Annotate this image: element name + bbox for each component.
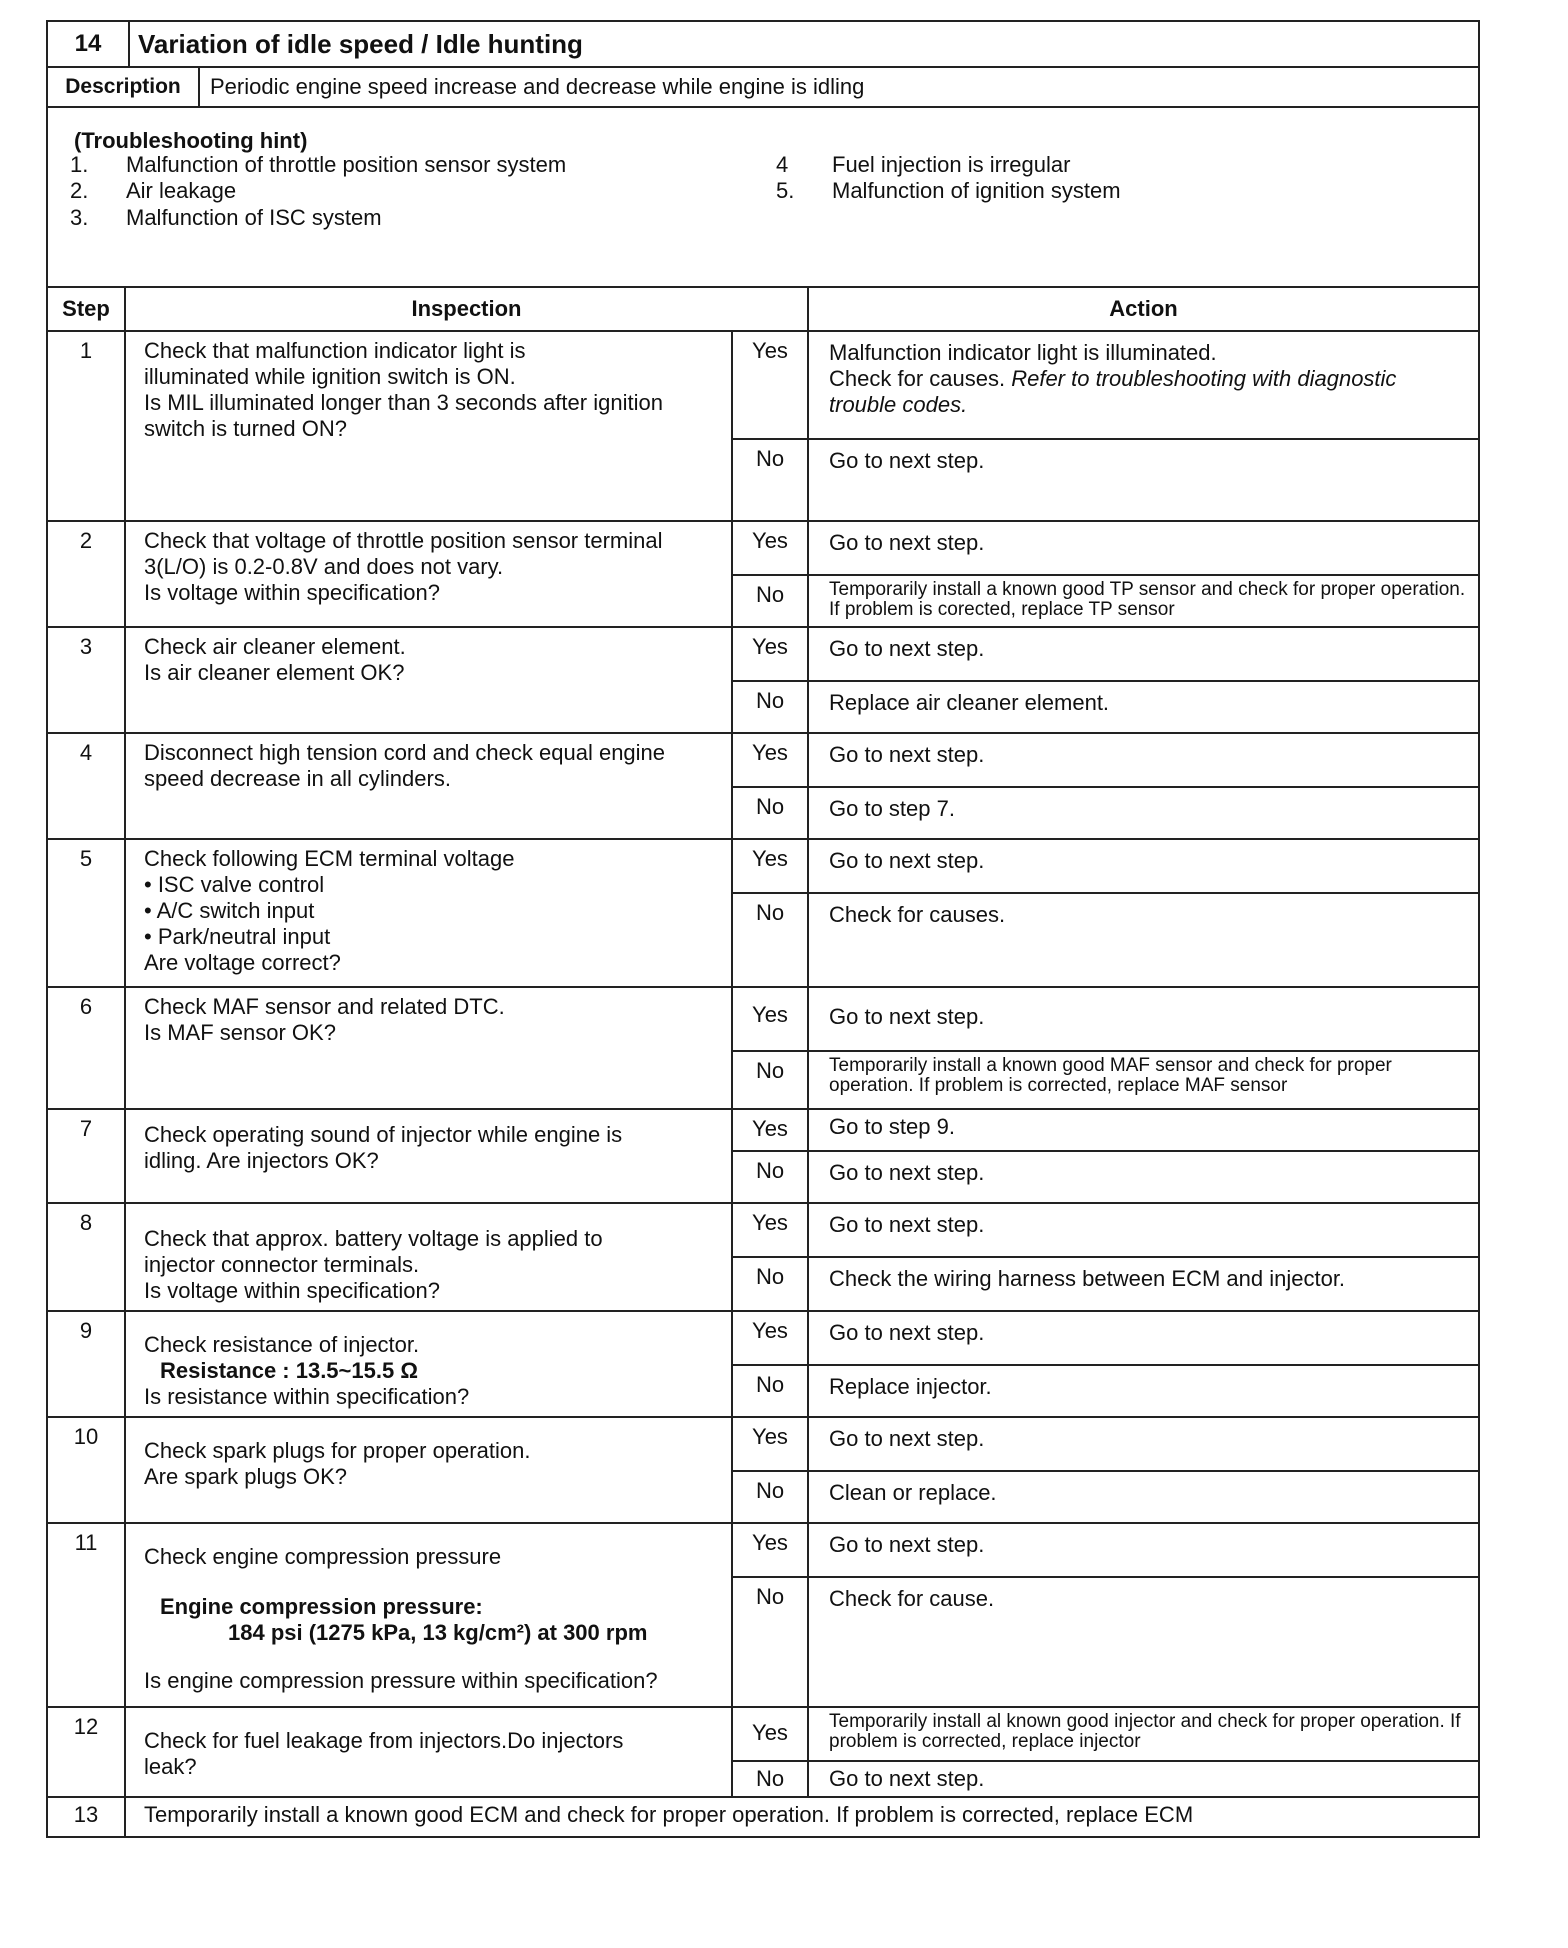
inspection-line: Check air cleaner element.	[144, 634, 406, 659]
inspection-line: switch is turned ON?	[144, 416, 347, 441]
table-row	[46, 520, 1480, 628]
header-inspection: Inspection	[126, 288, 809, 330]
hint-text: Malfunction of ISC system	[126, 205, 382, 230]
yes-label: Yes	[733, 1312, 809, 1364]
inspection-line: Check following ECM terminal voltage	[144, 846, 515, 871]
description-label: Description	[48, 68, 200, 106]
inspection-line: Check engine compression pressure	[144, 1544, 502, 1569]
no-label: No	[733, 682, 809, 732]
inspection-line: Are spark plugs OK?	[144, 1464, 347, 1489]
step-number: 13	[48, 1798, 126, 1836]
hint-text: Malfunction of ignition system	[832, 178, 1121, 203]
inspection-line: Is resistance within specification?	[144, 1384, 470, 1409]
yes-label: Yes	[733, 988, 809, 1050]
yes-action	[809, 332, 1478, 438]
inspection-line: • ISC valve control	[144, 872, 325, 897]
yes-action: Go to next step.	[829, 1320, 985, 1345]
step-number: 6	[48, 988, 126, 1108]
yes-action: Go to next step.	[829, 1426, 985, 1451]
hint-text: Malfunction of throttle position sensor system	[126, 152, 567, 177]
header-action: Action	[1109, 296, 1178, 321]
troubleshooting-hints	[46, 106, 1480, 288]
no-action: Temporarily install a known good MAF sensor and check for proper operation. If problem is corrected, replace MAF sensor	[829, 1055, 1392, 1096]
no-action: Temporarily install a known good TP sensor and check for proper operation. If problem is corected, replace TP sensor	[829, 579, 1466, 620]
no-label: No	[733, 1052, 809, 1108]
action-line: Check for causes.	[829, 366, 1006, 391]
inspection-cell	[126, 1524, 733, 1706]
inspection-line: Is voltage within specification?	[144, 1278, 440, 1303]
hint-number: 2.	[70, 178, 89, 203]
table-row	[46, 1310, 1480, 1418]
yes-label: Yes	[733, 1418, 809, 1470]
inspection-line: Is voltage within specification?	[144, 580, 440, 605]
yes-action: Go to next step.	[829, 742, 985, 767]
description-row	[46, 66, 1480, 108]
table-row	[46, 1522, 1480, 1708]
yes-action: Go to next step.	[829, 1532, 985, 1557]
step-number: 7	[48, 1110, 126, 1202]
step-number: 3	[48, 628, 126, 732]
table-row	[46, 1796, 1480, 1838]
inspection-line: 3(L/O) is 0.2-0.8V and does not vary.	[144, 554, 504, 579]
inspection-line: Is engine compression pressure within specification?	[144, 1668, 658, 1693]
table-row	[46, 838, 1480, 988]
inspection-cell	[126, 988, 733, 1108]
no-label: No	[733, 1762, 809, 1796]
no-action: Replace injector.	[829, 1374, 992, 1399]
step-number: 8	[48, 1204, 126, 1310]
table-row	[46, 1416, 1480, 1524]
inspection-line: Is MAF sensor OK?	[144, 1020, 336, 1045]
inspection-cell	[126, 1312, 733, 1416]
inspection-line: • Park/neutral input	[144, 924, 331, 949]
hints-title: (Troubleshooting hint)	[74, 128, 308, 153]
yes-action: Go to next step.	[829, 848, 985, 873]
no-label: No	[733, 440, 809, 520]
table-header-row	[46, 286, 1480, 332]
inspection-line: Check that voltage of throttle position sensor terminal	[144, 528, 663, 553]
inspection-line: injector connector terminals.	[144, 1252, 420, 1277]
inspection-cell	[126, 628, 733, 732]
inspection-cell	[126, 1418, 733, 1522]
inspection-cell	[126, 332, 733, 520]
step-number: 9	[48, 1312, 126, 1416]
no-label: No	[733, 1578, 809, 1706]
inspection-cell	[126, 1110, 733, 1202]
yes-label: Yes	[733, 1524, 809, 1576]
inspection-cell	[126, 1204, 733, 1310]
inspection-line: idling. Are injectors OK?	[144, 1148, 379, 1173]
procedure-header	[46, 20, 1480, 68]
table-row	[46, 1706, 1480, 1798]
step-number: 2	[48, 522, 126, 626]
yes-label: Yes	[733, 1708, 809, 1760]
yes-label: Yes	[733, 1204, 809, 1256]
inspection-cell	[126, 734, 733, 838]
step-number: 1	[48, 332, 126, 520]
resistance-spec: Resistance : 13.5~15.5 Ω	[160, 1358, 418, 1383]
step-number: 11	[48, 1524, 126, 1706]
yes-label: Yes	[733, 840, 809, 892]
troubleshooting-document	[46, 20, 1480, 1870]
header-step: Step	[48, 288, 126, 330]
hint-number: 5.	[776, 178, 795, 203]
yes-label: Yes	[733, 628, 809, 680]
table-row	[46, 1108, 1480, 1204]
table-row	[46, 986, 1480, 1110]
yes-action: Go to next step.	[829, 1212, 985, 1237]
yes-label: Yes	[733, 332, 809, 438]
inspection-cell	[126, 1708, 733, 1796]
no-action: Go to next step.	[829, 1766, 985, 1791]
no-label: No	[733, 1152, 809, 1202]
step-number: 10	[48, 1418, 126, 1522]
inspection-line: Is air cleaner element OK?	[144, 660, 405, 685]
hint-number: 3.	[70, 205, 89, 230]
yes-action: Temporarily install al known good injector and check for proper operation. If problem is corrected, replace injector	[829, 1711, 1461, 1752]
inspection-line: Check operating sound of injector while engine is	[144, 1122, 623, 1147]
yes-label: Yes	[733, 522, 809, 574]
hint-number: 1.	[70, 152, 89, 177]
step-number: 5	[48, 840, 126, 986]
inspection-line: speed decrease in all cylinders.	[144, 766, 451, 791]
hint-text: Fuel injection is irregular	[832, 152, 1071, 177]
no-label: No	[733, 1258, 809, 1310]
hint-number: 4	[776, 152, 789, 177]
inspection-line: Is MIL illuminated longer than 3 seconds after ignition	[144, 390, 663, 415]
yes-action: Go to step 9.	[829, 1114, 955, 1139]
no-action: Check the wiring harness between ECM and injector.	[829, 1266, 1346, 1291]
inspection-line: Check MAF sensor and related DTC.	[144, 994, 505, 1019]
inspection-cell	[126, 840, 733, 986]
inspection-line: Disconnect high tension cord and check equal engine	[144, 740, 666, 765]
no-label: No	[733, 1366, 809, 1416]
no-label: No	[733, 894, 809, 986]
no-action: Go to step 7.	[829, 796, 955, 821]
action-reference: Refer to troubleshooting with diagnostic trouble codes.	[829, 366, 1397, 417]
yes-action: Go to next step.	[829, 530, 985, 555]
inspection-line: Check that approx. battery voltage is applied to	[144, 1226, 603, 1251]
table-row	[46, 626, 1480, 734]
yes-action: Go to next step.	[829, 1004, 985, 1029]
table-row	[46, 732, 1480, 840]
yes-label: Yes	[733, 734, 809, 786]
no-label: No	[733, 1472, 809, 1522]
yes-action: Go to next step.	[829, 636, 985, 661]
no-action: Check for causes.	[829, 902, 1006, 927]
inspection-cell	[126, 522, 733, 626]
no-action: Go to next step.	[829, 1160, 985, 1185]
no-action: Clean or replace.	[829, 1480, 997, 1505]
table-row	[46, 330, 1480, 522]
compression-spec-value: 184 psi (1275 kPa, 13 kg/cm²) at 300 rpm	[228, 1620, 648, 1645]
inspection-line: illuminated while ignition switch is ON.	[144, 364, 516, 389]
inspection-line: Check spark plugs for proper operation.	[144, 1438, 531, 1463]
hint-text: Air leakage	[126, 178, 237, 203]
action-line: Malfunction indicator light is illuminated.	[829, 340, 1217, 365]
procedure-title: Variation of idle speed / Idle hunting	[138, 29, 583, 59]
procedure-number: 14	[48, 22, 130, 66]
inspection-line: • A/C switch input	[144, 898, 315, 923]
yes-label: Yes	[733, 1110, 809, 1150]
inspection-line: leak?	[144, 1754, 197, 1779]
inspection-line: Check for fuel leakage from injectors.Do injectors	[144, 1728, 624, 1753]
no-action: Go to next step.	[829, 448, 985, 473]
no-label: No	[733, 576, 809, 626]
inspection-line: Are voltage correct?	[144, 950, 341, 975]
step-number: 4	[48, 734, 126, 838]
compression-spec-label: Engine compression pressure:	[160, 1594, 483, 1619]
step-number: 12	[48, 1708, 126, 1796]
no-label: No	[733, 788, 809, 838]
final-step-text: Temporarily install a known good ECM and check for proper operation. If problem is corrected, replace ECM	[144, 1802, 1194, 1827]
no-action: Replace air cleaner element.	[829, 690, 1110, 715]
no-action: Check for cause.	[829, 1586, 995, 1611]
inspection-line: Check resistance of injector.	[144, 1332, 420, 1357]
description-text: Periodic engine speed increase and decrease while engine is idling	[210, 74, 865, 99]
table-row	[46, 1202, 1480, 1312]
inspection-line: Check that malfunction indicator light is	[144, 338, 526, 363]
